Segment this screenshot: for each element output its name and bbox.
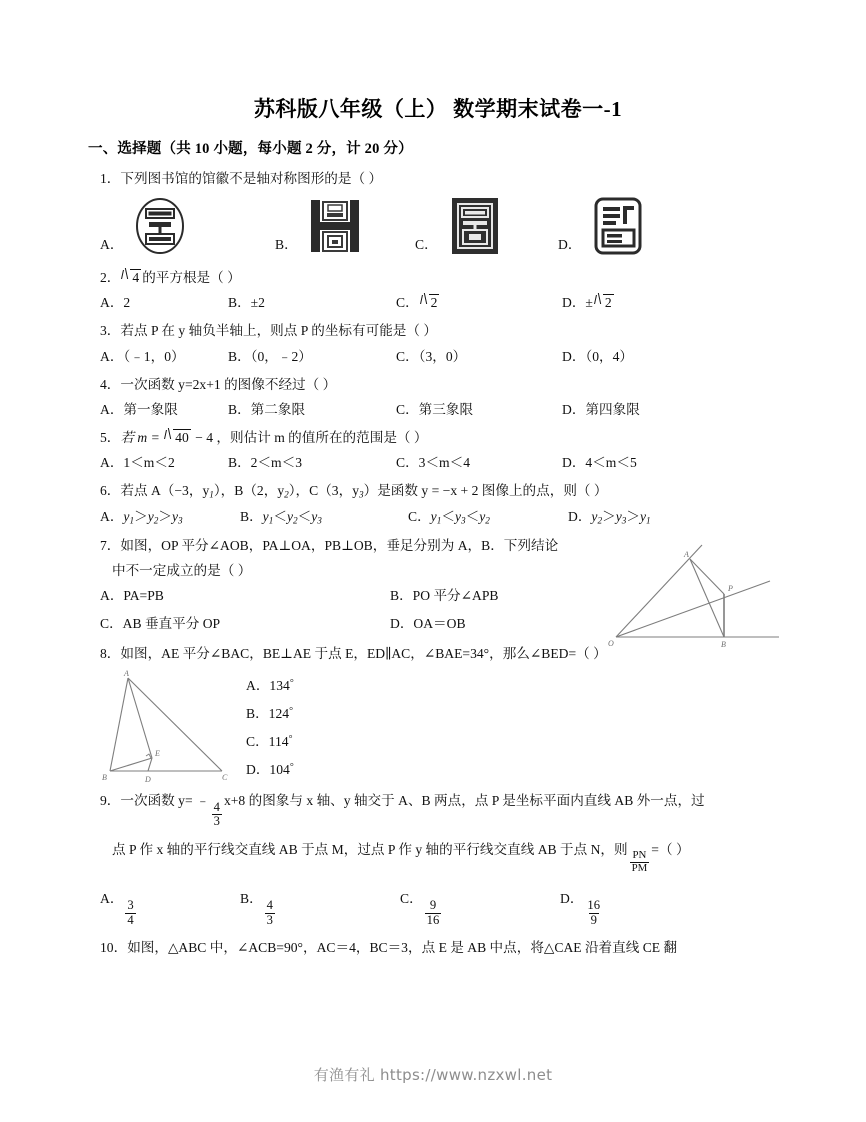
question-5-option-c[interactable] [396,452,562,473]
option-label: B． [228,401,251,417]
option-label: A． [100,295,124,311]
question-8-option-b[interactable] [246,700,294,728]
option-label: A． [100,508,124,524]
dark-rect-library-emblem-icon [444,195,506,257]
question-3-option-b[interactable] [228,346,396,367]
option-label: C． [396,454,419,470]
option-label: D． [562,454,586,470]
option-text: （3，0） [418,348,467,364]
option-label: A． [100,348,124,364]
option-text: 第二象限 [250,401,306,417]
option-text: （0，﹣2） [250,348,312,364]
option-fraction: $\frac{16}{9}$ [587,898,601,927]
question-6-option-b[interactable]: B．$y_1<y_2<y_3$ [240,508,322,526]
question-7-stem-line-1: 7．如图，OP 平分∠AOB，PA⊥OA，PB⊥OB，垂足分别为 A，B．下列结论 [100,537,559,553]
question-2-option-a[interactable] [100,292,228,313]
question-1-text: 下列图书馆的馆徽不是轴对称图形的是（ ） [120,171,383,187]
page-title: 苏科版八年级（上） 数学期末试卷一-1 [253,97,623,121]
question-3 [88,320,788,366]
question-4-option-c[interactable] [396,399,562,420]
footer-watermark: 有渔有礼 https://www.nzxwl.net [313,1066,553,1084]
question-4-option-a[interactable] [100,399,228,420]
question-6-stem [88,480,788,502]
option-text: AB 垂直平分 OP [122,615,221,631]
question-8-figure [100,668,230,786]
question-7-figure [604,537,794,649]
degree-symbol: ° [289,761,294,773]
coefficient-fraction: $\frac{4}{3}$ [213,800,220,829]
option-text: （﹣1，0） [123,348,185,364]
option-label: C． [246,733,269,749]
h-shape-library-emblem-icon [304,195,366,257]
option-label: A． [100,587,124,603]
question-3-option-c[interactable] [396,346,562,367]
question-9-stem-line-1: 9．一次函数 y= ﹣ $\frac{4}{3}$ x+8 的图象与 x 轴、y 轴交于 A、B 两点，点 P 是坐标平面内直线 AB 外一点，过 [100,792,705,829]
question-1-stem [88,168,788,189]
figure-label-A: A [684,549,689,559]
option-d-label: D． [558,237,582,253]
figure-label-P: P [728,583,733,593]
option-label: D． [568,508,592,524]
option-label: B． [246,705,269,721]
option-text: 第一象限 [123,401,178,417]
question-3-number: 3． [100,323,121,339]
question-1-number: 1． [100,171,121,187]
question-6 [88,480,788,528]
question-5 [88,427,788,473]
question-7-stem-line-2: 中不一定成立的是（ ） [112,562,252,578]
option-label: A． [100,454,124,470]
question-2-text: 的平方根是（ ） [142,270,241,286]
question-4-option-b[interactable] [228,399,396,420]
question-6-option-d[interactable]: D．$y_2>y_3>y_1$ [568,508,651,526]
question-8-text: 如图，AE 平分∠BAC，BE⊥AE 于点 E，ED∥AC，∠BAE=34°，那么∠BED=（ ） [120,645,607,661]
question-7-option-b[interactable] [390,585,498,606]
option-fraction: $\frac{9}{16}$ [426,898,440,927]
stem-part: ），C（3，y [288,482,359,498]
option-label: D． [562,401,586,417]
option-value: 104 [269,761,290,777]
question-3-stem [88,320,788,341]
question-10-text: 如图，△ABC 中，∠ACB=90°，AC＝4，BC＝3，点 E 是 AB 中点，将△CAE 沿着直线 CE 翻 [127,939,678,955]
option-label: B． [228,295,251,311]
question-2-option-d[interactable] [562,292,615,313]
question-6-number: 6． [100,482,121,498]
degree-symbol: ° [289,677,294,689]
option-text: 2＜m＜3 [250,454,303,470]
option-c-label: C． [415,237,438,253]
question-5-number: 5． [100,429,121,445]
option-label: B． [240,891,263,907]
section-heading: 一、选择题（共 10 小题，每小题 2 分，计 20 分） [88,141,413,158]
question-9 [88,790,788,927]
option-label: C． [396,295,419,311]
degree-symbol: ° [289,705,293,717]
option-b-label: B． [275,237,298,253]
option-fraction: $\frac{3}{4}$ [127,898,134,927]
option-label: B． [228,348,251,364]
option-text: OA＝OB [413,615,466,631]
question-1-emblems [88,195,788,257]
question-8-options [246,672,294,783]
option-label: C． [100,615,123,631]
option-label: B． [390,587,413,603]
option-text: ±2 [250,295,265,311]
option-label: C． [396,348,419,364]
option-text: 2 [123,295,131,311]
option-label: A． [100,891,124,907]
option-text: 第三象限 [418,401,474,417]
question-10-number: 10． [100,939,128,955]
question-9-option-c[interactable] [400,888,560,927]
question-4-options [88,399,788,420]
question-7-option-c[interactable] [100,613,390,634]
option-label: B． [240,508,263,524]
question-8-body [88,668,788,786]
figure-label-B: B [102,772,107,782]
subscript: 2 [284,489,289,500]
question-9-number: 9． [100,792,121,808]
option-text: （0，4） [585,348,633,364]
question-6-options [88,506,788,528]
option-c-cell[interactable] [415,195,558,257]
option-value: 114 [268,733,289,749]
oval-library-emblem-icon [129,195,191,257]
figure-label-O: O [608,638,614,648]
question-4-number: 4． [100,376,121,392]
figure-label-B: B [721,639,726,649]
question-1 [88,168,788,257]
subscript: 3 [359,489,364,500]
option-label: A． [246,677,270,693]
question-8 [88,643,788,786]
sqrt-4-expression: 4 [121,267,141,288]
question-7-number: 7． [100,537,121,553]
question-2-option-c[interactable] [396,292,562,313]
option-a-label: A． [100,237,124,253]
sqrt-2-expression: 2 [594,292,614,313]
option-text: 第四象限 [585,401,640,417]
question-3-option-a[interactable] [100,346,228,367]
question-2-option-b[interactable] [228,292,396,313]
question-2-options [88,292,788,313]
question-5-text: − 4 ，则估计 m 的值所在的范围是（ ） [191,429,428,445]
question-8-number: 8． [100,645,121,661]
figure-label-C: C [222,772,228,782]
figure-label-D: D [145,774,151,784]
sqrt-40-expression: 40 [164,427,191,448]
question-8-option-d[interactable] [246,756,294,784]
figure-label-E: E [155,748,160,758]
option-text: 4＜m＜5 [585,454,637,470]
sqrt-2-expression: 2 [420,292,440,313]
option-fraction: $\frac{4}{3}$ [266,898,273,927]
plus-minus-sign: ± [585,295,593,311]
figure-label-A: A [124,668,129,678]
option-label: C． [396,401,419,417]
question-9-option-d[interactable] [560,888,604,927]
question-5-option-a[interactable] [100,452,228,473]
degree-symbol: ° [288,733,293,745]
question-8-option-a[interactable] [246,672,294,700]
question-10-stem [88,937,788,958]
question-5-option-d[interactable] [562,452,637,473]
question-10 [88,937,788,958]
question-5-option-b[interactable] [228,452,396,473]
question-9-option-b[interactable] [240,888,400,927]
option-b-cell[interactable] [275,195,415,257]
question-6-option-c[interactable]: C．$y_1<y_3<y_2$ [408,508,490,526]
question-5-prefix: 若 m = [120,429,164,445]
option-value: 134 [269,677,290,693]
question-2-number: 2． [100,270,121,286]
question-5-options [88,452,788,473]
question-7-option-a[interactable] [100,585,390,606]
question-7-option-d[interactable] [390,613,466,634]
question-9-stem-line-2: 点 P 作 x 轴的平行线交直线 AB 于点 M，过点 P 作 y 轴的平行线交直线 AB 于点 N，则 $\frac{PN}{PM}$ =（ ） [112,841,690,874]
option-a-cell[interactable] [100,195,275,257]
stem-part: 若点 A（−3，y [120,482,210,498]
question-9-option-a[interactable] [100,888,240,927]
option-text: 1＜m＜2 [123,454,175,470]
question-4 [88,374,788,420]
option-label: D． [390,615,414,631]
question-9-options [88,888,788,927]
question-2-stem [88,267,788,288]
option-label: D． [560,891,584,907]
option-label: D． [562,295,586,311]
option-label: D． [562,348,586,364]
subscript: 1 [209,489,214,500]
option-label: A． [100,401,124,417]
question-8-stem [88,643,788,664]
option-text: PA=PB [123,587,164,603]
question-5-stem [88,427,788,448]
option-label: C． [408,508,431,524]
question-7 [88,535,788,649]
stem-part: ）是函数 y = −x + 2 图像上的点，则（ ） [363,482,608,498]
option-label: B． [228,454,251,470]
question-8-option-c[interactable] [246,728,294,756]
question-6-option-a[interactable]: A．$y_1>y_2>y_3$ [100,508,183,526]
question-2 [88,267,788,313]
question-3-text: 若点 P 在 y 轴负半轴上，则点 P 的坐标有可能是（ ） [120,323,437,339]
option-d-cell[interactable] [558,195,649,257]
option-text: PO 平分∠APB [412,587,499,603]
question-4-stem [88,374,788,395]
option-label: D． [246,761,270,777]
stem-part: ），B（2，y [213,482,285,498]
question-3-option-d[interactable] [562,346,633,367]
option-value: 124 [268,705,290,721]
ratio-fraction: $\frac{PN}{PM}$ [631,849,648,874]
page-content [88,96,788,962]
option-text: 3＜m＜4 [418,454,471,470]
option-label: C． [400,891,423,907]
rounded-rect-library-emblem-icon [587,195,649,257]
question-3-options [88,346,788,367]
question-4-option-d[interactable] [562,399,640,420]
question-4-text: 一次函数 y=2x+1 的图像不经过（ ） [120,376,337,392]
